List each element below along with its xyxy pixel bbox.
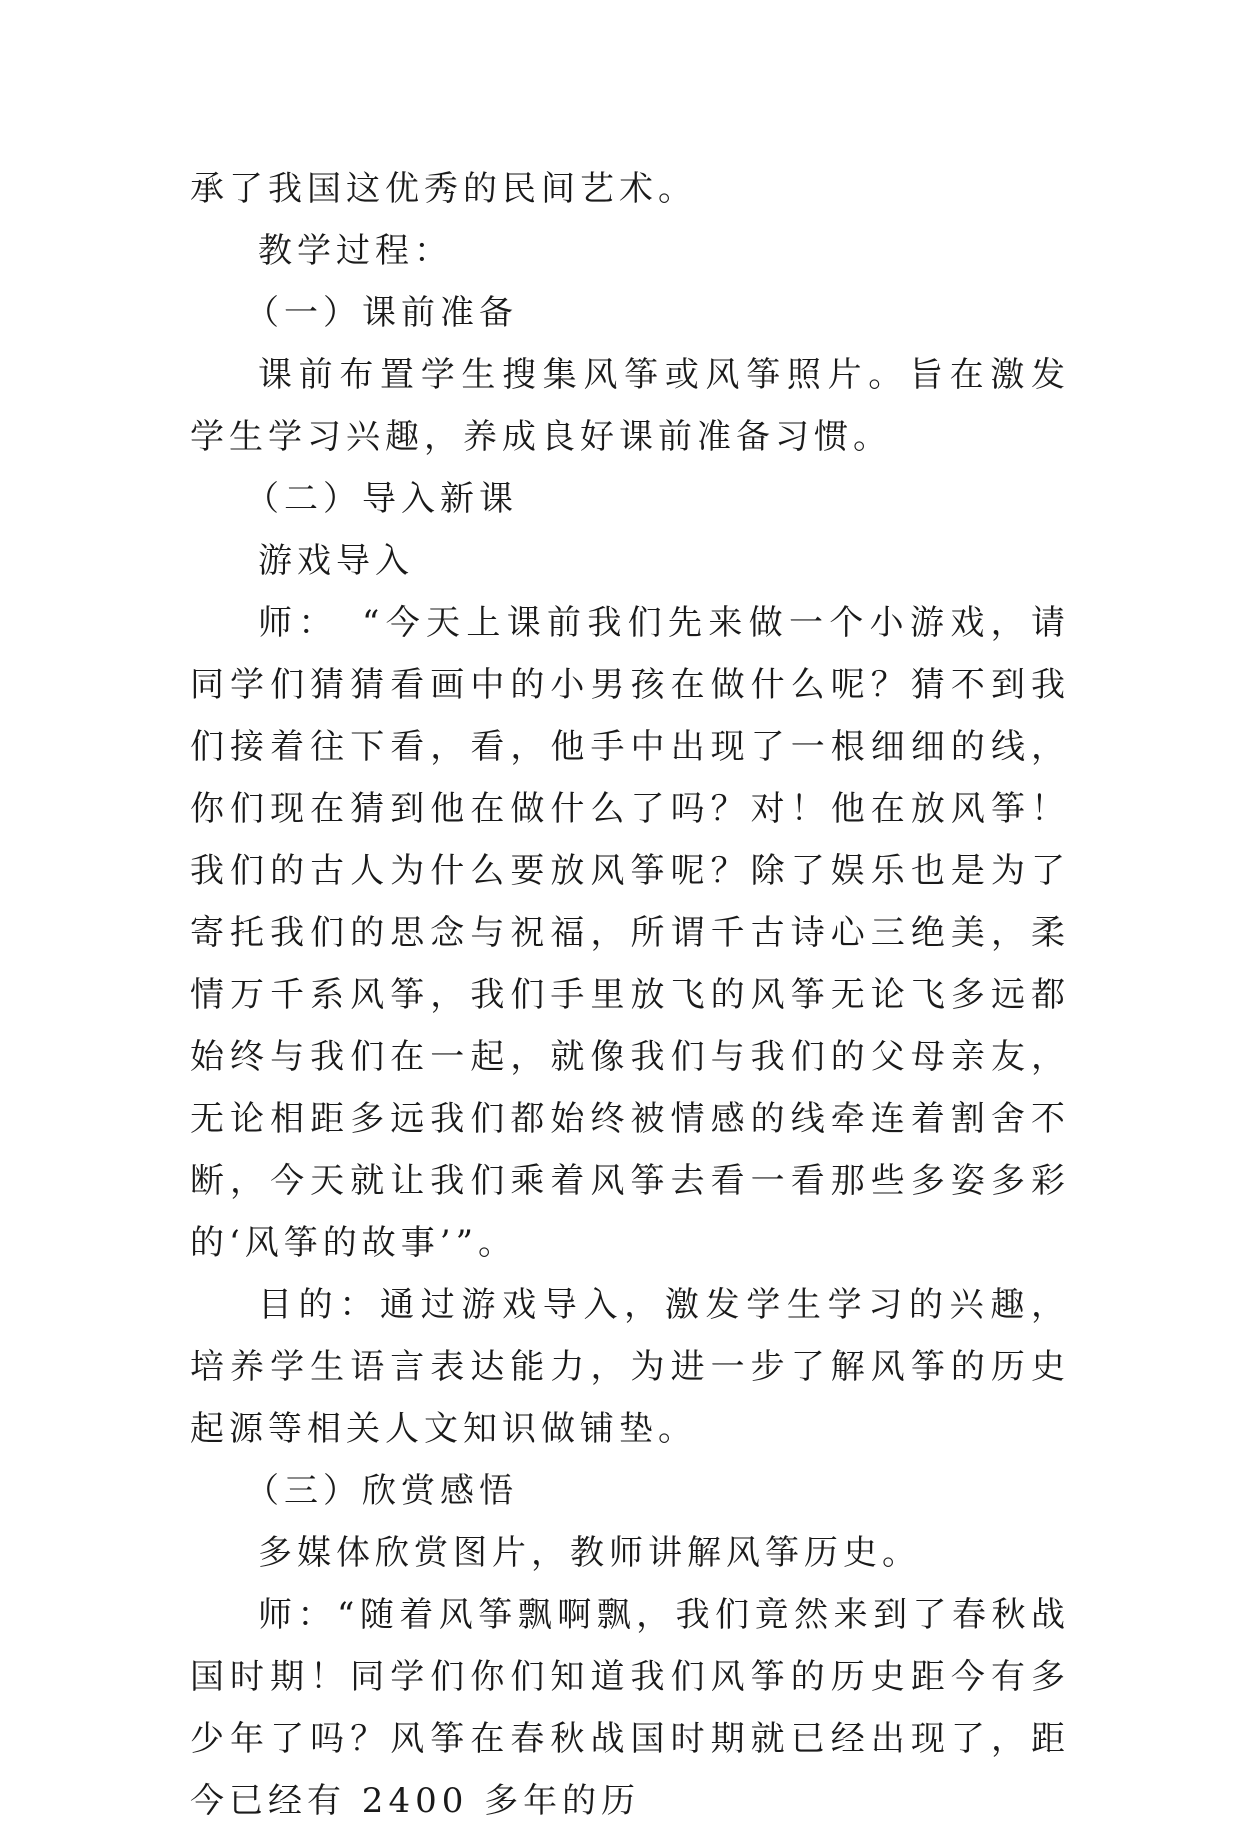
paragraph-preparation: 课前布置学生搜集风筝或风筝照片。旨在激发学生学习兴趣，养成良好课前准备习惯。 xyxy=(190,355,1070,457)
paragraph-continuation: 承了我国这优秀的民间艺术。 xyxy=(190,169,697,209)
paragraph-multimedia: 多媒体欣赏图片，教师讲解风筝历史。 xyxy=(258,1533,921,1573)
document-body xyxy=(190,158,1070,1832)
section-heading-appreciation: （三）欣赏感悟 xyxy=(245,1471,518,1511)
paragraph-teaching-process-label: 教学过程： xyxy=(258,231,453,271)
section-heading-preparation: （一）课前准备 xyxy=(245,293,518,333)
paragraph-teacher-speech-1: 师： “今天上课前我们先来做一个小游戏，请同学们猜猜看画中的小男孩在做什么呢？猜不到我们接着往下看，看，他手中出现了一根细细的线，你们现在猜到他在做什么了吗？对！他在放风筝！我们的古人为什么要放风筝呢？除了娱乐也是为了寄托我们的思念与祝福，所谓千古诗心三绝美，柔情万千系风筝，我们手里放飞的风筝无论飞多远都始终与我们在一起，就像我们与我们的父母亲友，无论相距多远我们都始终被情感的线牵连着割舍不断，今天就让我们乘着风筝去看一看那些多姿多彩的‘风筝的故事’”。 xyxy=(190,603,1070,1263)
paragraph-purpose: 目的：通过游戏导入，激发学生学习的兴趣，培养学生语言表达能力，为进一步了解风筝的历史起源等相关人文知识做铺垫。 xyxy=(190,1285,1070,1449)
paragraph-game-intro-label: 游戏导入 xyxy=(258,541,414,581)
paragraph-teacher-speech-2: 师：“随着风筝飘啊飘，我们竟然来到了春秋战国时期！同学们你们知道我们风筝的历史距今有多少年了吗？风筝在春秋战国时期就已经出现了，距今已经有 2400 多年的历 xyxy=(190,1595,1070,1821)
section-heading-introduction: （二）导入新课 xyxy=(245,479,518,519)
